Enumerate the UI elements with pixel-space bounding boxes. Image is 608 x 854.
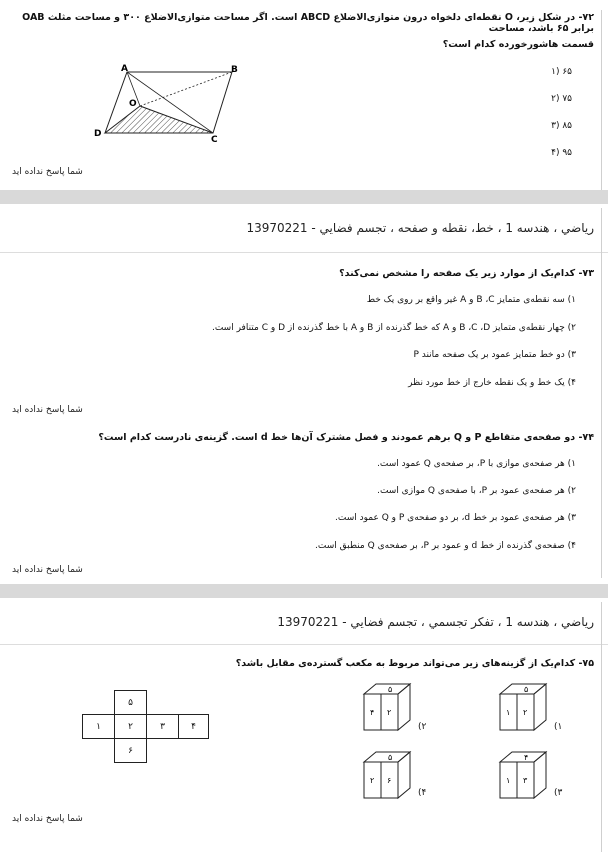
net-face-bottom: ۶ [114,738,147,763]
label-C: C [211,135,218,144]
net-face-right2: ۴ [178,714,209,739]
cube-option-3[interactable] [496,750,552,804]
cube2-right: ۲ [387,708,392,717]
q75-no-answer: شما پاسخ نداده اید [12,814,83,824]
q72-option-1[interactable]: ۶۵ (۱ [551,67,572,77]
cube-option-4[interactable] [360,750,416,804]
section1-divider [0,252,608,253]
cube-option-2[interactable] [360,682,416,736]
cube3-right: ۳ [523,776,528,785]
cube2-left: ۴ [370,708,375,717]
q74-option-3[interactable]: ۳) هر صفحه‌ی عمود بر خط d، بر دو صفحه‌ی P و Q عمود است. [335,513,576,523]
cube3-left: ۱ [506,776,511,785]
separator-1 [0,190,608,204]
net-face-top: ۵ [114,690,147,715]
net-face-right1: ۳ [146,714,179,739]
section2-header: رياضي ، هندسه 1 ، تفکر تجسمي ، تجسم فضايي - 13970221 [277,615,594,629]
q74-option-4[interactable]: ۴) صفحه‌ی گذرنده از خط d و عمود بر P، بر صفحه‌ی Q منطبق است. [315,541,576,551]
label-B: B [231,65,238,75]
q73-option-1[interactable]: ۱) سه نقطه‌ی متمایز B ،C و A غیر واقع بر روی یک خط [366,295,576,305]
q73-option-3[interactable]: ۳) دو خط متمایز عمود بر یک صفحه مانند P [413,350,576,360]
q74-option-2[interactable]: ۲) هر صفحه‌ی عمود بر P، با صفحه‌ی Q موازی است. [377,486,576,496]
separator-2 [0,584,608,598]
scrollbar-track-3 [601,602,602,852]
q72-option-2[interactable]: ۷۵ (۲ [551,94,572,104]
q73-question: ۷۳- کدام‌یک از موارد زیر یک صفحه را مشخص نمی‌کند؟ [339,268,594,279]
q72-no-answer: شما پاسخ نداده اید [12,167,83,177]
cube-option-2-label[interactable]: (۲ [418,722,427,732]
scrollbar-track-2 [601,208,602,578]
cube-option-1-label[interactable]: (۱ [554,722,563,732]
q74-no-answer: شما پاسخ نداده اید [12,565,83,575]
q75-question: ۷۵- کدام‌یک از گزینه‌های زیر می‌تواند مربوط به مکعب گسترده‌ی مقابل باشد؟ [235,658,594,669]
q73-no-answer: شما پاسخ نداده اید [12,405,83,415]
cube4-top: ۵ [388,753,393,762]
cube2-top: ۵ [388,685,393,694]
section1-card [0,204,608,584]
q72-text-line2: قسمت هاشورخورده کدام است؟ [442,39,594,50]
q72-option-3[interactable]: ۸۵ (۳ [551,121,572,131]
label-D: D [94,129,102,139]
cube4-right: ۶ [387,776,392,785]
net-face-left: ۱ [82,714,115,739]
label-O: O [129,99,137,109]
cube-option-3-label[interactable]: (۳ [554,788,563,798]
cube1-left: ۱ [506,708,511,717]
net-face-center: ۲ [114,714,147,739]
q74-question: ۷۴- دو صفحه‌ی متقاطع P و Q برهم عمودند و فصل مشترک آن‌ها خط d است. گزینه‌ی نادرست کدام است؟ [98,432,594,443]
cube-option-1[interactable] [496,682,552,736]
section2-divider [0,644,608,645]
cube1-right: ۲ [523,708,528,717]
q73-option-4[interactable]: ۴) یک خط و یک نقطه خارج از خط مورد نظر [408,378,576,388]
label-A: A [121,64,128,74]
q72-option-4[interactable]: ۹۵ (۴ [551,148,572,158]
q73-option-2[interactable]: ۲) چهار نقطه‌ی متمایز B ،C ،D و A که خط گذرنده از B و A با خط گذرنده از D و C متنافر است. [211,323,576,333]
section2-card [0,598,608,854]
q72-text-line1: ۷۲- در شکل زیر، O نقطه‌ای دلخواه درون متوازی‌الاضلاع ABCD است. اگر مساحت متوازی‌الاضلاع ۳۰۰ و مساحت مثلث OAB برابر ۶۵ باشد، مساحت [22,12,594,34]
scrollbar-track-1 [601,10,602,190]
cube4-left: ۲ [370,776,375,785]
cube-net [82,690,208,784]
cube1-top: ۵ [524,685,529,694]
cube3-top: ۴ [524,753,529,762]
parallelogram-figure [85,62,245,144]
section1-header: رياضي ، هندسه 1 ، خط، نقطه و صفحه ، تجسم فضايي - 13970221 [246,221,594,235]
q74-option-1[interactable]: ۱) هر صفحه‌ی موازی با P، بر صفحه‌ی Q عمود است. [377,459,576,469]
cube-option-4-label[interactable]: (۴ [418,788,427,798]
